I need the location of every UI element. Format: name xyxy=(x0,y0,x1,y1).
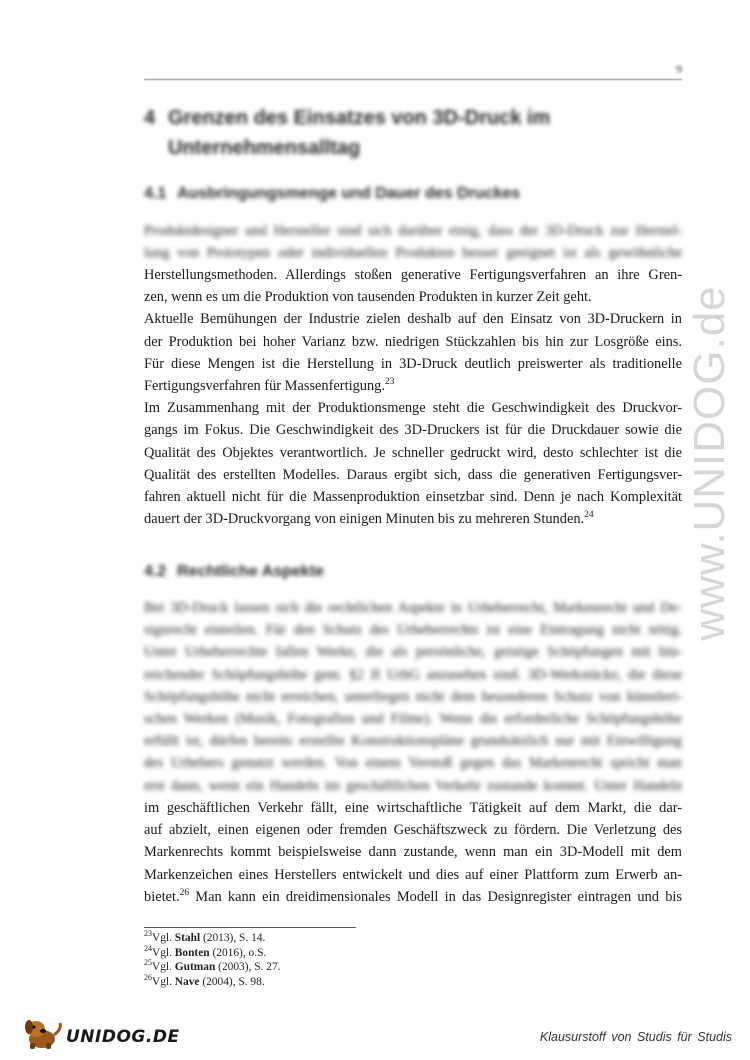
footnote-ref: 24 xyxy=(584,510,594,521)
text-line: Aktuelle Bemühungen der Industrie zielen deshalb auf den Einsatz von 3D-Druckern in xyxy=(144,311,682,328)
footnote-ref: 26 xyxy=(179,888,190,899)
footnote-prefix: Vgl. xyxy=(152,932,175,944)
footnote-author: Stahl xyxy=(174,932,201,944)
watermark-text: www.UNIDOG.de xyxy=(685,285,734,641)
chapter-title xyxy=(144,103,684,163)
page-number: 9 xyxy=(676,62,682,76)
footnote xyxy=(144,960,684,975)
section-title-text: Rechtliche Aspekte xyxy=(177,563,325,580)
text-line: im geschäftlichen Verkehr fällt, eine wirtschaftliche Tätigkeit auf dem Markt, die dar- xyxy=(144,800,682,816)
footnote xyxy=(144,972,684,990)
chapter-title-line2: Unternehmensalltag xyxy=(168,137,361,159)
section-title-4-1 xyxy=(144,183,684,205)
text-line: Markenrechts kommt beispielsweise dann zustande, wenn man ein 3D-Modell mit dem xyxy=(144,844,682,861)
text-line: Markenzeichen eines Herstellers entwickelt und dies auf einer Plattform zum Erwerb an- xyxy=(144,866,682,883)
footnote-ref: 23 xyxy=(384,377,395,388)
text-line: Qualität des erstellten Modelles. Daraus ergibt sich, dass die generativen Fertigungsver- xyxy=(144,466,682,483)
text-line: der Produktion bei hoher Varianz bzw. niedrigen Stückzahlen bis hin zur Losgröße eins. xyxy=(144,333,682,350)
footnote xyxy=(144,943,684,961)
text-line: erfüllt ist, dürfen bereits erstellte Konstruktionspläne grundsätzlich nur mit Einwilligung xyxy=(144,733,682,750)
text-line: Bei 3D-Druck lassen sich die rechtlichen Aspekte in Urheberrecht, Markenrecht und De- xyxy=(144,600,682,616)
footnote-prefix: Vgl. xyxy=(152,961,175,973)
text-line: erst dann, wenn ein Handeln im geschäftlichen Verkehr zustande kommt. Unter Handeln xyxy=(144,777,682,794)
section-number: 4.1 xyxy=(144,185,167,202)
footnote-prefix: Vgl. xyxy=(152,975,175,988)
text-line: Qualität des Objektes verantwortlich. Je schneller gedruckt wird, desto schlechter ist die xyxy=(144,444,682,461)
chapter-number: 4 xyxy=(144,107,156,129)
dog-icon xyxy=(22,1015,64,1051)
text-line: Unter Urheberrechte fallen Werke, die als persönliche, geistige Schöpfungen mit hin- xyxy=(144,644,682,661)
text-line: zen, wenn es um die Produktion von tausenden Produkten in kurzer Zeit geht. xyxy=(144,289,592,306)
text-line: Im Zusammenhang mit der Produktionsmenge steht die Geschwindigkeit des Druckvor- xyxy=(144,400,682,417)
text-line: signrecht einteilen. Für den Schutz des Urheberrechts ist eine Eintragung nicht nötig. xyxy=(144,622,682,639)
chapter-title-line1: Grenzen des Einsatzes von 3D-Druck im xyxy=(168,107,551,129)
text-line: reichender Schöpfungshöhe gem. §2 II UrhG anzusehen sind. 3D-Werkstücke, die diese xyxy=(144,666,682,683)
text-line xyxy=(144,375,682,397)
slogan: Klausurstoff von Studis für Studis xyxy=(539,1030,732,1044)
text-line: schen Werken (Musik, Fotografien und Filme). Wenn die erforderliche Schöpfungshöhe xyxy=(144,711,682,728)
footnote-number: 24 xyxy=(144,943,152,953)
footnote-rest: (2013), S. 14. xyxy=(200,932,266,944)
text-line xyxy=(144,886,682,908)
header-rule xyxy=(144,79,682,80)
unidog-logo[interactable] xyxy=(20,1013,180,1053)
footnote-rest: (2004), S. 98. xyxy=(199,975,265,988)
footnote-number: 23 xyxy=(144,929,152,939)
text-line: Schöpfungshöhe nicht erreichen, unterliegen nicht dem besonderen Schutz von künstleri- xyxy=(144,688,682,705)
body-paragraph xyxy=(144,797,682,908)
text-line: lung von Prototypen oder individuellen Produkten besser geeignet ist als gewöhnliche xyxy=(144,245,682,262)
text-fragment: Man kann ein dreidimensionales Modell in das Designregister eintragen und bis xyxy=(189,888,682,905)
footnote-author: Gutman xyxy=(174,961,216,973)
footnote-rest: (2016), o.S. xyxy=(209,946,267,959)
text-fragment: dauert der 3D-Druckvorgang von einigen Minuten bis zu mehreren Stunden. xyxy=(144,511,585,528)
footnote-number: 25 xyxy=(144,958,152,968)
footnote xyxy=(144,931,684,946)
text-line: gangs im Fokus. Die Geschwindigkeit des 3D-Druckers ist für die Druckdauer sowie die xyxy=(144,422,682,439)
footnote-rule xyxy=(144,927,356,928)
text-line xyxy=(144,752,682,774)
footnote-rest: (2003), S. 27. xyxy=(215,961,281,973)
footnote-author: Nave xyxy=(174,975,200,988)
blurred-paragraph xyxy=(144,220,682,264)
text-line: Herstellungsmethoden. Allerdings stoßen generative Fertigungsverfahren an ihre Gren- xyxy=(144,267,682,283)
logo-text: UNIDOG.DE xyxy=(66,1027,180,1047)
body-paragraph xyxy=(144,264,682,530)
text-line: Für diese Mengen ist die Herstellung in 3D-Druck deutlich preiswerter als traditionelle xyxy=(144,355,682,372)
section-number: 4.2 xyxy=(144,563,167,580)
text-fragment: Fertigungsverfahren für Massenfertigung. xyxy=(144,378,385,395)
text-line: auf abzielt, einen eigenen oder fremden Geschäftszweck zu fördern. Die Verletzung des xyxy=(144,822,682,839)
text-line: fahren aktuell nicht für die Massenproduktion einsetzbar sind. Denn je nach Komplexität xyxy=(144,489,682,506)
footnote-author: Bonten xyxy=(174,946,210,959)
text-line xyxy=(144,508,682,530)
blurred-paragraph xyxy=(144,597,682,797)
footnote-prefix: Vgl. xyxy=(152,946,175,959)
footnotes xyxy=(144,931,684,989)
text-line: Produktdesigner und Hersteller sind sich darüber einig, dass der 3D-Druck zur Herstel- xyxy=(144,223,682,239)
section-title-4-2 xyxy=(144,561,684,583)
section-title-text: Ausbringungsmenge und Dauer des Druckes xyxy=(177,185,521,202)
footnote-number: 26 xyxy=(144,972,152,982)
text-fragment: bietet. xyxy=(144,888,180,905)
text-fragment: des Urhebers genutzt werden. Von einem Verstoß gegen das Markenrecht spricht man xyxy=(144,755,682,772)
